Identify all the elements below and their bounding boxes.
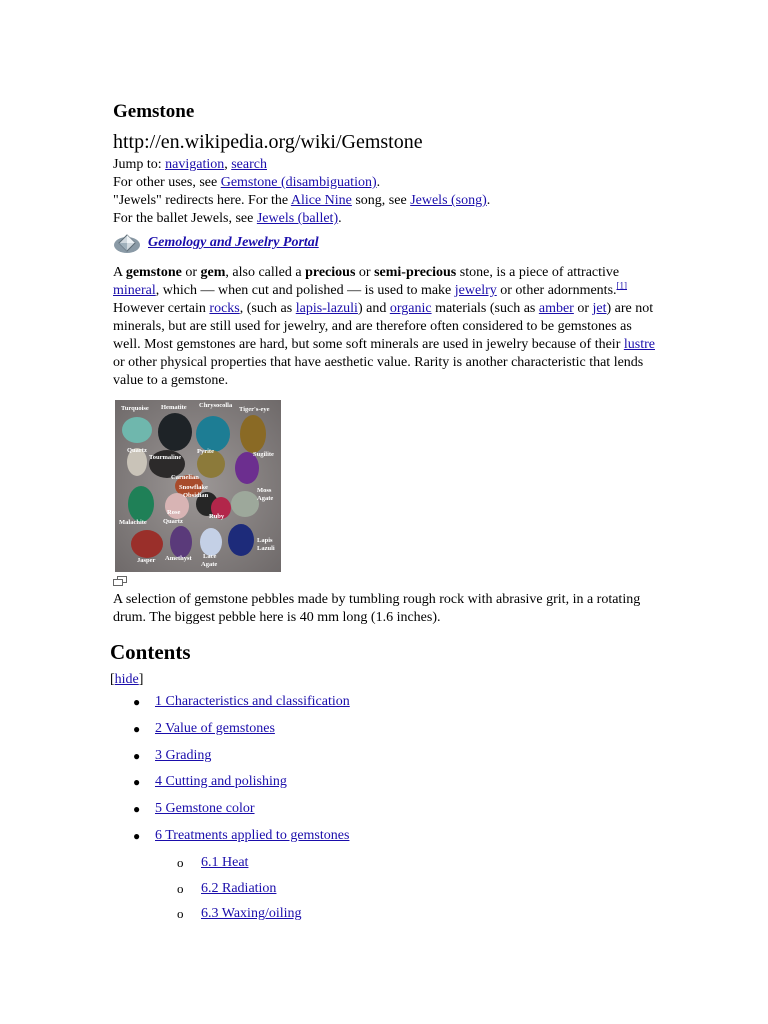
label-lace: Lace bbox=[203, 553, 217, 560]
rocks-link[interactable]: rocks bbox=[209, 301, 240, 316]
hatnote-other-uses: For other uses, see Gemstone (disambiguation). bbox=[113, 175, 381, 190]
portal-box bbox=[113, 232, 658, 254]
label-lapis: Lapis bbox=[257, 537, 273, 544]
organic-link[interactable]: organic bbox=[389, 301, 432, 316]
lapis-lazuli-pebble bbox=[228, 524, 254, 556]
toc-link-color[interactable]: 5 Gemstone color bbox=[155, 801, 255, 817]
label-chrysocolla: Chrysocolla bbox=[199, 402, 233, 409]
article bbox=[110, 100, 658, 931]
contents-heading: Contents bbox=[110, 640, 191, 664]
table-of-contents bbox=[113, 693, 658, 845]
label-lazuli: Lazuli bbox=[257, 545, 275, 552]
jet-link[interactable]: jet bbox=[592, 301, 607, 316]
navigation-link[interactable]: navigation bbox=[165, 157, 225, 172]
amber-link[interactable]: amber bbox=[538, 301, 574, 316]
jewels-song-link[interactable]: Jewels (song) bbox=[410, 193, 487, 208]
toc-item: ● 6 Treatments applied to gemstones bbox=[133, 827, 350, 843]
table-of-contents-sub bbox=[113, 854, 658, 924]
jewels-ballet-link[interactable]: Jewels (ballet) bbox=[256, 211, 339, 226]
lustre-link[interactable]: lustre bbox=[623, 337, 655, 352]
label-quartz: Quartz bbox=[127, 447, 147, 454]
label-obsidian: Obsidian bbox=[183, 492, 209, 499]
hatnote-jewels-redirect: "Jewels" redirects here. For the Alice Nine song, see Jewels (song). bbox=[113, 193, 491, 208]
toc-toggle: [hide] bbox=[110, 672, 144, 687]
disambiguation-link[interactable]: Gemstone (disambiguation) bbox=[220, 175, 377, 190]
gemstone-pebbles-image[interactable] bbox=[115, 400, 281, 572]
jasper-pebble bbox=[131, 530, 163, 558]
alice-nine-link[interactable]: Alice Nine bbox=[290, 193, 352, 208]
enlarge-icon[interactable] bbox=[113, 576, 127, 586]
reference-1-link[interactable]: [1] bbox=[616, 280, 628, 291]
label-sugilite: Sugilite bbox=[253, 451, 274, 458]
tigerseye-pebble bbox=[240, 415, 266, 453]
image-caption: A selection of gemstone pebbles made by tumbling rough rock with abrasive grit, in a rotating drum. The biggest pebble here is 40 mm long (1.6 inches). bbox=[113, 592, 641, 625]
label-lace-agate: Agate bbox=[201, 561, 218, 568]
toc-subitem: o 6.1 Heat bbox=[177, 854, 249, 870]
search-link[interactable]: search bbox=[231, 157, 267, 172]
hematite-pebble bbox=[158, 413, 192, 451]
toc-link-waxing[interactable]: 6.3 Waxing/oiling bbox=[201, 906, 302, 922]
gemology-portal-link[interactable]: Gemology and Jewelry Portal bbox=[148, 235, 319, 250]
label-malachite: Malachite bbox=[119, 519, 147, 526]
turquoise-pebble bbox=[122, 417, 152, 443]
label-turquoise: Turquoise bbox=[121, 405, 149, 412]
label-agate: Agate bbox=[257, 495, 274, 502]
label-carnelian: Carnelian bbox=[171, 474, 199, 481]
label-moss: Moss bbox=[257, 487, 272, 494]
jewelry-link[interactable]: jewelry bbox=[454, 283, 497, 298]
hide-toc-link[interactable]: hide bbox=[114, 672, 139, 687]
amethyst-pebble bbox=[170, 526, 192, 558]
toc-item: ● 4 Cutting and polishing bbox=[133, 774, 287, 790]
toc-link-grading[interactable]: 3 Grading bbox=[155, 747, 212, 763]
toc-link-cutting[interactable]: 4 Cutting and polishing bbox=[155, 774, 287, 790]
label-pyrite: Pyrite bbox=[197, 448, 214, 455]
moss-agate-pebble bbox=[231, 491, 259, 517]
toc-item: ● 1 Characteristics and classification bbox=[133, 694, 350, 709]
intro-paragraph: A gemstone or gem, also called a precious or semi-precious stone, is a piece of attractive mineral, which — when cut and polished — is used to make jewelry or other adornments.[1] However certain rocks, (such as lapis-lazuli) and organic materials (such as amber or jet) are not minerals, but are still used for jewelry, and are therefore often considered to be gemstones as well. Most gemstones are hard, but some soft minerals are used in jewelry because of their lustre or other physical properties that have aesthetic value. Rarity is another characteristic that lends value to a gemstone. bbox=[113, 265, 655, 388]
page-title: Gemstone bbox=[113, 101, 195, 122]
label-rose-quartz: Quartz bbox=[163, 518, 183, 525]
label-tourmaline: Tourmaline bbox=[149, 454, 182, 461]
lapis-lazuli-link[interactable]: lapis-lazuli bbox=[295, 301, 358, 316]
jump-to: Jump to: navigation, search bbox=[113, 157, 267, 172]
label-ruby: Ruby bbox=[209, 513, 225, 520]
toc-subitem: o 6.2 Radiation bbox=[177, 880, 277, 896]
label-rose: Rose bbox=[167, 509, 181, 516]
malachite-pebble bbox=[128, 486, 154, 522]
toc-item: ● 3 Grading bbox=[133, 747, 212, 763]
toc-link-value[interactable]: 2 Value of gemstones bbox=[155, 720, 275, 736]
chrysocolla-pebble bbox=[196, 416, 230, 452]
toc-link-characteristics[interactable]: 1 Characteristics and classification bbox=[155, 694, 350, 709]
hatnote-ballet: For the ballet Jewels, see Jewels (ballet). bbox=[113, 211, 342, 226]
toc-item: ● 2 Value of gemstones bbox=[133, 720, 275, 736]
label-snowflake: Snowflake bbox=[179, 484, 208, 491]
toc-link-heat[interactable]: 6.1 Heat bbox=[201, 854, 249, 870]
label-jasper: Jasper bbox=[137, 557, 156, 564]
toc-link-treatments[interactable]: 6 Treatments applied to gemstones bbox=[155, 827, 350, 843]
label-hematite: Hematite bbox=[161, 404, 187, 411]
label-amethyst: Amethyst bbox=[165, 555, 192, 562]
label-tigerseye: Tiger's-eye bbox=[239, 406, 270, 413]
lace-agate-pebble bbox=[200, 528, 222, 556]
toc-subitem: o 6.3 Waxing/oiling bbox=[177, 906, 302, 922]
toc-item: ● 5 Gemstone color bbox=[133, 801, 255, 817]
page-url: http://en.wikipedia.org/wiki/Gemstone bbox=[113, 131, 423, 153]
toc-link-radiation[interactable]: 6.2 Radiation bbox=[201, 880, 277, 896]
mineral-link[interactable]: mineral bbox=[113, 283, 156, 298]
gem-portal-icon bbox=[113, 232, 141, 254]
